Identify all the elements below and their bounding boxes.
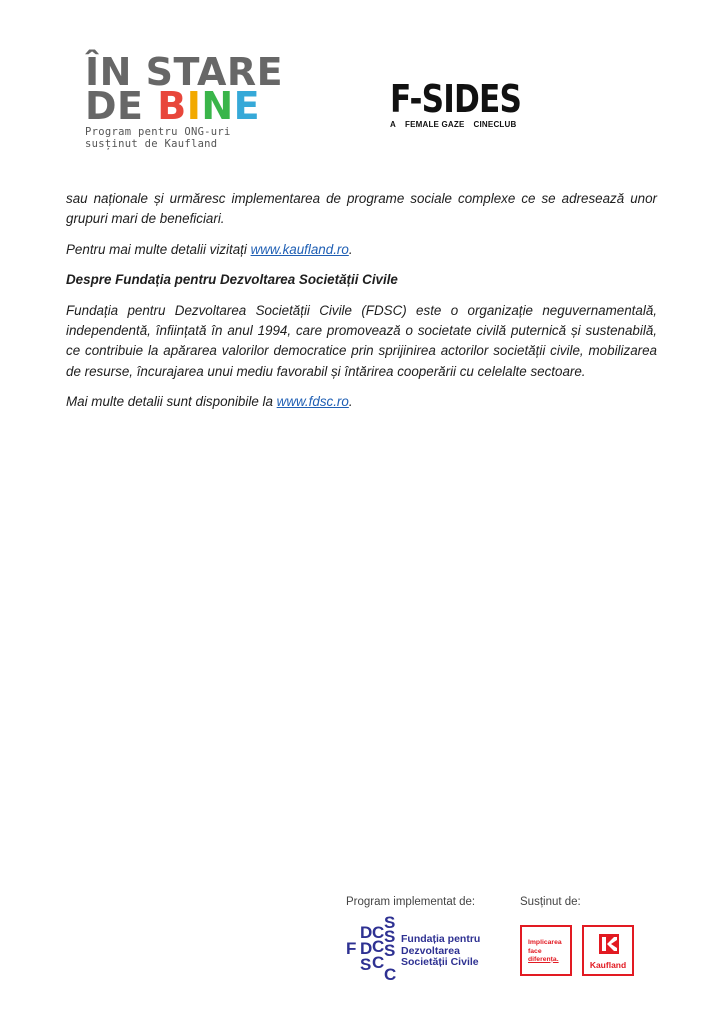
fsides-tag-end: CINECLUB (473, 120, 517, 129)
fdsc-letter: S (360, 955, 372, 974)
implemented-by-label: Program implementat de: (346, 896, 476, 908)
implicarea-line-2: face (528, 947, 542, 955)
fdsc-letter: S (384, 927, 396, 946)
fdsc-name-line-2: Dezvoltarea (401, 944, 460, 957)
logo-letter-i: I (186, 84, 202, 128)
fdsc-logo-mark (344, 914, 402, 984)
fdsc-letter: C (372, 937, 385, 956)
kaufland-link[interactable]: www.kaufland.ro (250, 241, 349, 257)
fdsc-letter: D (360, 939, 373, 958)
paragraph-3: Fundația pentru Dezvoltarea Societății Civile (FDSC) este o organizație neguvernamentală, independentă, înființată în anul 1994, care promovează o societate civilă puternică și sustenabilă, ce contribuie la apărarea valorilor democratice prin sprijinirea actorilor societății civile, mobilizarea de resurse, încurajarea unui mediu favorabil și întărirea cooperării cu celelalte sectoare. (66, 302, 657, 379)
fdsc-letter: C (384, 965, 397, 984)
logo-letter-b: B (157, 84, 187, 128)
document-body (66, 189, 657, 423)
section-heading: Despre Fundația pentru Dezvoltarea Societății Civile (66, 272, 398, 288)
fsides-tag-a: A (390, 120, 396, 129)
logo-subtitle-line-1: Program pentru ONG-uri (85, 126, 231, 138)
fdsc-logo-name (401, 934, 480, 969)
implicarea-logo (520, 925, 572, 976)
fdsc-name-line-1: Fundația pentru (401, 933, 481, 945)
implicarea-line-3: diferența. (528, 956, 559, 963)
fdsc-link[interactable]: www.fdsc.ro (276, 394, 349, 410)
logo-line-2-prefix: DE (85, 84, 158, 128)
implicarea-text (528, 939, 562, 965)
kaufland-label: Kaufland (589, 960, 627, 970)
paragraph-2-suffix: . (348, 241, 353, 257)
kaufland-k-icon (599, 934, 619, 954)
kaufland-k-glyph (599, 934, 619, 954)
logo-letter-n: N (201, 84, 234, 128)
fsides-title: F-SIDES (390, 77, 522, 121)
paragraph-1: sau naționale și urmăresc implementarea de programe sociale complexe ce se adresează unor grupuri mari de beneficiari. (66, 191, 657, 227)
fsides-logo (390, 77, 530, 129)
fdsc-name-line-3: Societății Civile (401, 956, 479, 968)
implicarea-line-1: Implicarea (528, 939, 562, 946)
logo-letter-e: E (233, 84, 261, 128)
kaufland-logo (582, 925, 634, 976)
logo-subtitle-line-2: susținut de Kaufland (85, 138, 218, 150)
in-stare-de-bine-logo (85, 50, 284, 150)
fdsc-letter: F (346, 939, 357, 958)
fdsc-letter: S (384, 941, 396, 960)
fdsc-letter: C (372, 953, 385, 972)
logo-line-1: ÎN STARE (85, 50, 284, 94)
fdsc-letter: S (384, 913, 396, 932)
fdsc-letter: C (372, 923, 385, 942)
paragraph-4-text: Mai multe detalii sunt disponibile la (66, 394, 277, 410)
paragraph-4 (66, 392, 657, 412)
fdsc-letter: D (360, 923, 373, 942)
logo-line-2 (85, 84, 265, 128)
paragraph-2-text: Pentru mai multe detalii vizitați (66, 241, 251, 257)
supported-by-label: Susținut de: (520, 896, 581, 908)
fsides-tag-mid: FEMALE GAZE (404, 120, 465, 129)
logo-subtitle (85, 126, 265, 150)
fsides-tagline (390, 120, 530, 129)
paragraph-4-suffix: . (348, 394, 353, 410)
paragraph-2 (66, 240, 657, 260)
